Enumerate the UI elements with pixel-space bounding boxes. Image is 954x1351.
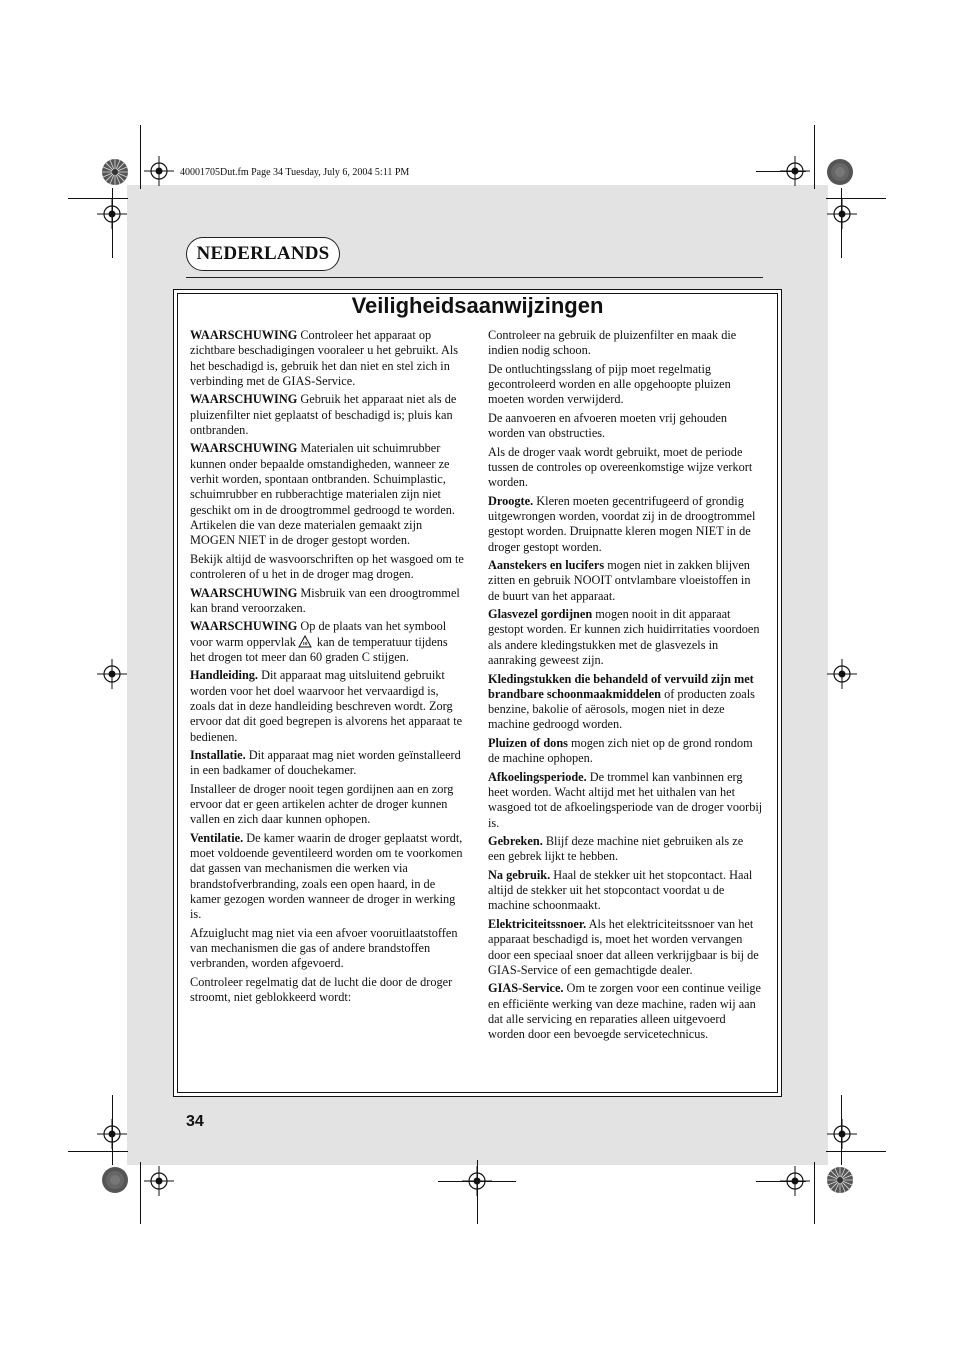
starburst-target-icon [101,158,129,186]
starburst-target-icon [101,1166,129,1194]
registration-mark-icon [144,156,174,186]
page-number: 34 [186,1113,204,1130]
right-column [488,328,763,1046]
paragraph: Droogte. Kleren moeten gecentrifugeerd of grondig uitgewrongen worden, voordat zij in de droogtrommel gestopt worden. Druipnatte kleren mogen NIET in de droger gestopt worden. [488,493,756,554]
paragraph: WAARSCHUWING Controleer het apparaat op zichtbare beschadigingen vooraleer u het gebruikt. Als het beschadigd is, gebruik het dan niet en stel zich in verbinding met de GIAS-Service. [190,328,459,388]
paragraph: De aanvoeren en afvoeren moeten vrij gehouden worden van obstructies. [488,410,727,441]
registration-mark-icon [144,1166,174,1196]
paragraph: Afkoelingsperiode. De trommel kan vanbinnen erg heet worden. Wacht altijd met het uithalen van het wasgoed tot de afkoelingsperiode van de droger voorbij is. [488,769,763,830]
page-title: Veiligheidsaanwijzingen [351,293,604,318]
language-tab: NEDERLANDS [186,237,340,271]
paragraph: Aanstekers en lucifers mogen niet in zakken blijven zitten en gebruik NOOIT ontvlambare vloeistoffen in de buurt van het apparaat. [488,558,751,603]
file-info-header: 40001705Dut.fm Page 34 Tuesday, July 6, 2004 5:11 PM [180,167,410,178]
hot-surface-warning-icon [298,635,312,648]
crop-mark [814,125,815,189]
paragraph: Installeer de droger nooit tegen gordijnen aan en zorg ervoor dat er geen artikelen achter de droger kunnen vallen en zich daar kunnen ophopen. [190,781,454,827]
crop-mark [140,1162,141,1224]
paragraph: Kledingstukken die behandeld of vervuild zijn met brandbare schoonmaakmiddelen of producten zoals benzine, bakolie of aërosols, mogen niet in deze machine gedroogd worden. [488,671,755,732]
registration-mark-icon [827,199,857,229]
paragraph: Pluizen of dons mogen zich niet op de grond rondom de machine ophopen. [488,735,753,766]
crop-mark [814,1162,815,1224]
paragraph: Afzuiglucht mag niet via een afvoer vooruitlaatstoffen van mechanismen die gas of andere brandstoffen verbranden, worden afgevoerd. [190,925,458,971]
registration-mark-icon [97,199,127,229]
registration-mark-icon [827,659,857,689]
paragraph: GIAS-Service. Om te zorgen voor een continue veilige en efficiënte werking van deze machine, raden wij aan dat alle servicing en reparaties alleen uitgevoerd worden door een bevoegde servicetechnicus. [488,981,761,1042]
crop-mark [756,1181,806,1182]
paragraph: De ontluchtingsslang of pijp moet regelmatig gecontroleerd worden en alle opgehoopte pluizen moeten worden verwijderd. [488,361,731,407]
paragraph: WAARSCHUWING Gebruik het apparaat niet als de pluizenfilter niet geplaatst of beschadigd is; pluis kan ontbranden. [190,392,457,437]
paragraph: Controleer na gebruik de pluizenfilter en maak die indien nodig schoon. [488,328,737,358]
paragraph: Controleer regelmatig dat de lucht die door de droger stroomt, niet geblokkeerd wordt: [190,974,453,1005]
paragraph: WAARSCHUWING Materialen uit schuimrubber kunnen onder bepaalde omstandigheden, wanneer ze verhit worden, spontaan ontbranden. Schuimplastic, schuimrubber en rubberachtige materialen zijn niet geschikt om in de droogtrommel gedroogd te worden. Artikelen die van deze materialen gemaakt zijn MOGEN NIET in de droger gestopt worden. [190,441,456,548]
left-column [190,328,465,1009]
registration-mark-icon [827,1119,857,1149]
paragraph: Gebreken. Blijf deze machine niet gebruiken als ze een gebrek lijkt te hebben. [488,834,744,864]
crop-mark [756,171,806,172]
registration-mark-icon [97,659,127,689]
paragraph: Handleiding. Dit apparaat mag uitsluitend gebruikt worden voor het doel waarvoor het vervaardigd is, zoals dat in deze handleiding beschreven wordt. Zorg ervoor dat dit goed begrepen is alvorens het apparaat te bedienen. [190,668,463,744]
starburst-target-icon [826,158,854,186]
paragraph: Elektriciteitssnoer. Als het elektriciteitssnoer van het apparaat beschadigd is, moet het worden vervangen door een speciaal snoer dat alleen verkrijgbaar is bij de GIAS-Service of een gemachtigde dealer. [488,916,759,977]
crop-mark [477,1160,478,1224]
header-rule [186,277,763,278]
paragraph: Na gebruik. Haal de stekker uit het stopcontact. Haal altijd de stekker uit het stopcontact voordat u de machine schoonmaakt. [488,867,753,913]
crop-mark [140,125,141,189]
paragraph: Installatie. Dit apparaat mag niet worden geïnstalleerd in een badkamer of douchekamer. [190,748,461,778]
paragraph: Glasvezel gordijnen mogen nooit in dit apparaat gestopt worden. Er kunnen zich huidirritaties voordoen als andere kledingstukken met de glasvezels in aanraking geweest zijn. [488,607,760,668]
paragraph: WAARSCHUWING Misbruik van een droogtrommel kan brand veroorzaken. [190,585,460,615]
paragraph: WAARSCHUWING Op de plaats van het symbool voor warm oppervlak kan de temperatuur tijdens het drogen tot meer dan 60 graden C stijgen. [190,619,448,664]
paragraph: Bekijk altijd de wasvoorschriften op het wasgoed om te controleren of u het in de droger mag drogen. [190,551,464,582]
paragraph: Als de droger vaak wordt gebruikt, moet de periode tussen de controles op overeenkomstige wijze verkort worden. [488,444,753,490]
crop-mark [68,1151,128,1152]
crop-mark [826,1151,886,1152]
paragraph: Ventilatie. De kamer waarin de droger geplaatst wordt, moet voldoende geventileerd worden om te voorkomen dat gassen van mechanismen die werken via brandstofverbranding, zoals een open haard, in de kamer gezogen worden wanneer de droger in werking is. [190,830,463,922]
registration-mark-icon [97,1119,127,1149]
starburst-target-icon [826,1166,854,1194]
